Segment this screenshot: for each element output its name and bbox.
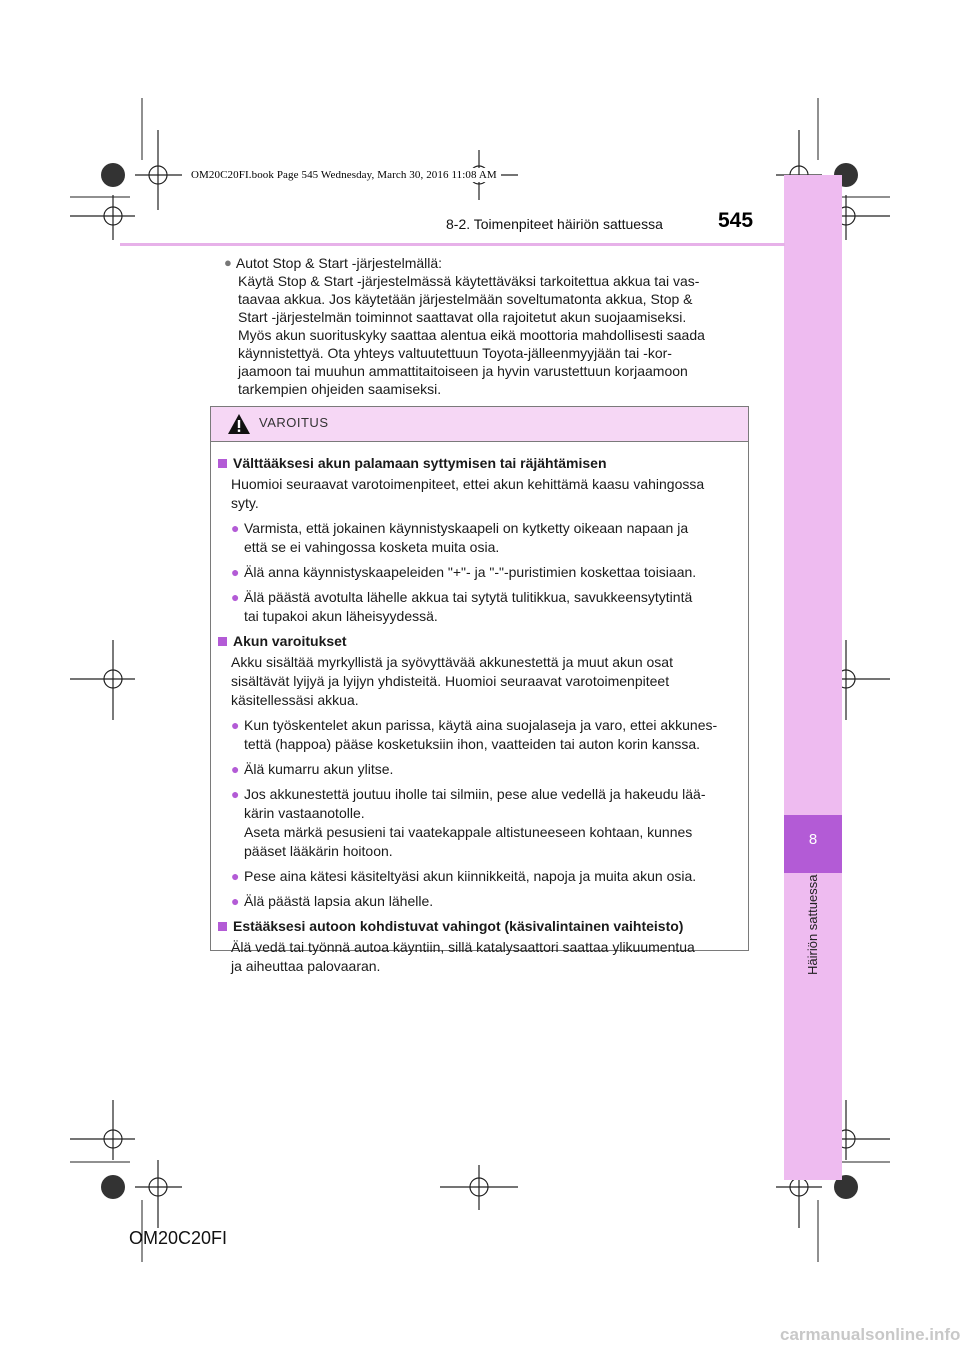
- bullet-icon: ●: [231, 589, 240, 605]
- warning-section-heading-text: Välttääksesi akun palamaan syttymisen tai räjähtämisen: [233, 455, 607, 471]
- warning-list-item-line: pääset lääkärin hoitoon.: [244, 843, 393, 859]
- intro-body: [238, 272, 750, 398]
- warning-paragraph-line: käsitellessäsi akkua.: [231, 692, 359, 708]
- book-info-stamp: OM20C20FI.book Page 545 Wednesday, March 30, 2016 11:08 AM: [187, 168, 501, 182]
- warning-paragraph: [231, 653, 743, 710]
- bullet-icon: ●: [231, 564, 240, 580]
- crosshair-left-upper: [70, 195, 135, 240]
- warning-list-item-line: Älä päästä avotulta lähelle akkua tai sytytä tulitikkua, savukkeensytytintä: [244, 589, 693, 605]
- warning-list-item-line: Älä päästä lapsia akun lähelle.: [244, 893, 434, 909]
- warning-section-heading-text: Akun varoitukset: [233, 633, 347, 649]
- bullet-icon: ●: [231, 717, 240, 733]
- warning-paragraph: [231, 475, 743, 513]
- warning-header: [211, 407, 748, 442]
- square-bullet-icon: [218, 922, 227, 931]
- header-rule: [120, 243, 785, 246]
- warning-title: VAROITUS: [259, 415, 329, 430]
- bullet-icon: ●: [231, 761, 240, 777]
- warning-list-item: [231, 563, 743, 582]
- warning-list-item-line: että se ei vahingossa kosketa muita osia.: [244, 539, 500, 555]
- crosshair-bottom-center: [440, 1165, 518, 1210]
- intro-line: Start -järjestelmän toiminnot saattavat olla rajoitetut akun suojaamiseksi.: [238, 309, 687, 325]
- bullet-icon: ●: [231, 868, 240, 884]
- chapter-side-tab: [784, 175, 842, 1180]
- warning-list-item: [231, 760, 743, 779]
- warning-list-item-line: Aseta märkä pesusieni tai vaatekappale altistuneeseen kohtaan, kunnes: [244, 824, 693, 840]
- crosshair-left-lower: [70, 1100, 135, 1160]
- bullet-icon: ●: [224, 255, 232, 270]
- warning-section-heading: [217, 917, 743, 936]
- reg-dot-top-left: [101, 163, 125, 187]
- warning-list-item-line: kärin vastaanotolle.: [244, 805, 365, 821]
- warning-paragraph: [231, 938, 743, 976]
- intro-line: käynnistettyä. Ota yhteys valtuutettuun Toyota-jälleenmyyjään tai -kor-: [238, 345, 672, 361]
- warning-paragraph-line: Älä vedä tai työnnä autoa käyntiin, sillä katalysaattori saattaa ylikuumentua: [231, 939, 695, 955]
- warning-list-item: [231, 867, 743, 886]
- intro-line: Autot Stop & Start -järjestelmällä:: [235, 255, 443, 271]
- warning-list-item-line: tai tupakoi akun läheisyydessä.: [244, 608, 438, 624]
- bullet-icon: ●: [231, 520, 240, 536]
- square-bullet-icon: [218, 637, 227, 646]
- intro-line: Käytä Stop & Start -järjestelmässä käytettäväksi tarkoitettua akkua tai vas-: [238, 273, 700, 289]
- warning-list-item-line: tettä (happoa) pääse kosketuksiin ihon, vaatteiden tai auton korin kanssa.: [244, 736, 701, 752]
- warning-section-heading-text: Estääksesi autoon kohdistuvat vahingot (käsivalintainen vaihteisto): [233, 918, 684, 934]
- square-bullet-icon: [218, 459, 227, 468]
- section-title: 8-2. Toimenpiteet häiriön sattuessa: [446, 216, 663, 232]
- warning-paragraph-line: ja aiheuttaa palovaaran.: [231, 958, 381, 974]
- reg-dot-bottom-left: [101, 1175, 125, 1199]
- document-code: OM20C20FI: [129, 1228, 228, 1248]
- bullet-icon: ●: [231, 893, 240, 909]
- warning-paragraph-line: Huomioi seuraavat varotoimenpiteet, ettei akun kehittämä kaasu vahingossa: [231, 476, 705, 492]
- warning-list-item: [231, 588, 743, 626]
- chapter-number: 8: [808, 831, 818, 848]
- warning-section-heading: [217, 454, 743, 473]
- watermark: carmanualsonline.info: [780, 1325, 960, 1344]
- warning-list-item-line: Jos akkunestettä joutuu iholle tai silmiin, pese alue vedellä ja hakeudu lää-: [244, 786, 706, 802]
- warning-list-item-line: Pese aina kätesi käsiteltyäsi akun kiinnikkeitä, napoja ja muita akun osia.: [244, 868, 697, 884]
- warning-list-item: [231, 785, 743, 861]
- warning-list-item: [231, 716, 743, 754]
- warning-section-heading: [217, 632, 743, 651]
- page-number: 545: [718, 209, 754, 232]
- intro-note: [224, 254, 750, 398]
- intro-line: Myös akun suorituskyky saattaa alentua eikä moottoria mahdollisesti saada: [238, 327, 705, 343]
- crosshair-left-mid: [70, 640, 135, 720]
- intro-line: tarkempien ohjeiden saamiseksi.: [238, 381, 442, 397]
- warning-list-item: [231, 892, 743, 911]
- warning-list-item-line: Älä kumarru akun ylitse.: [244, 761, 394, 777]
- warning-box: [210, 406, 749, 974]
- warning-paragraph-line: Akku sisältää myrkyllistä ja syövyttävää akkunestettä ja muut akun osat: [231, 654, 673, 670]
- bullet-icon: ●: [231, 786, 240, 802]
- intro-line: jaamoon tai muuhun ammattitaitoiseen ja hyvin varustettuun korjaamoon: [238, 363, 688, 379]
- warning-list-item-line: Älä anna käynnistyskaapeleiden "+"- ja "-"-puristimien koskettaa toisiaan.: [244, 564, 697, 580]
- warning-list-item-line: Kun työskentelet akun parissa, käytä aina suojalaseja ja varo, ettei akkunes-: [244, 717, 718, 733]
- warning-list-item-line: Varmista, että jokainen käynnistyskaapeli on kytketty oikeaan napaan ja: [244, 520, 689, 536]
- chapter-label: Häiriön sattuessa: [805, 875, 820, 976]
- intro-line: taavaa akkua. Jos käytetään järjestelmään soveltumatonta akkua, Stop &: [238, 291, 693, 307]
- warning-paragraph-line: syty.: [231, 495, 259, 511]
- warning-list-item: [231, 519, 743, 557]
- warning-paragraph-line: sisältävät lyijyä ja lyijyn yhdisteitä. Huomioi seuraavat varotoimenpiteet: [231, 673, 670, 689]
- warning-triangle-icon: [227, 413, 251, 435]
- warning-body: [217, 451, 743, 976]
